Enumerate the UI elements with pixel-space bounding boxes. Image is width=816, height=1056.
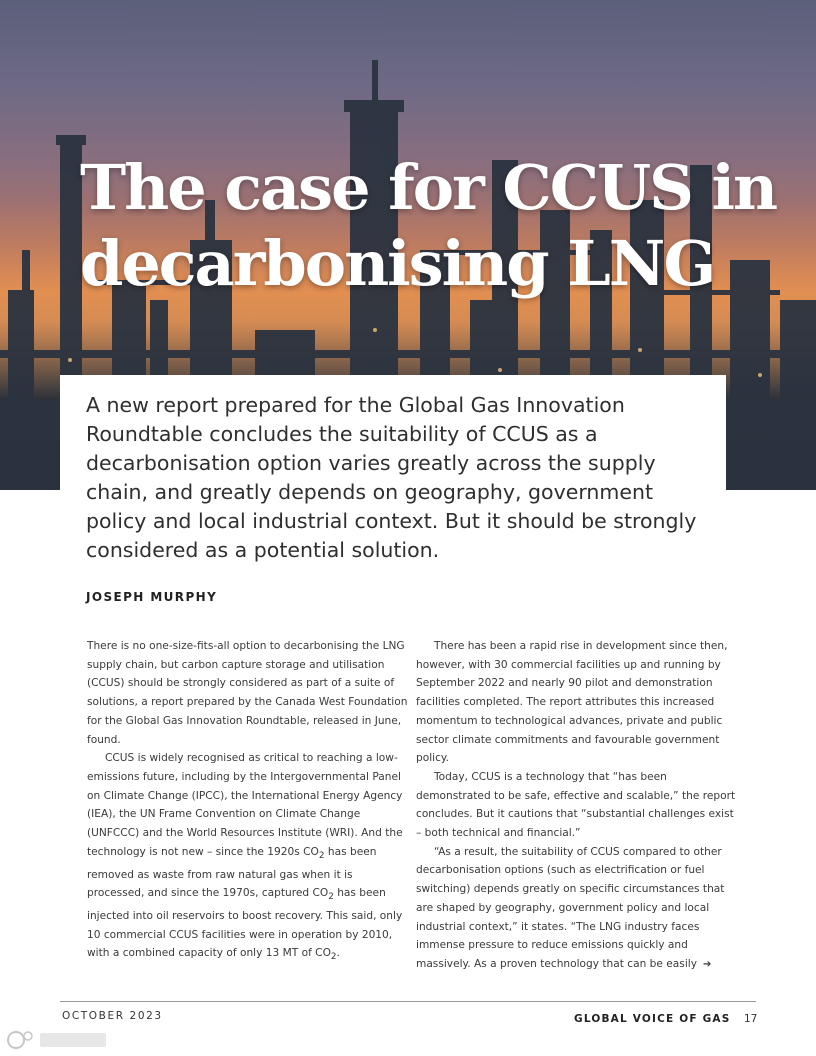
body-column-right	[416, 637, 738, 975]
text-run: “As a result, the suitability of CCUS compared to other decarbonisation options (such as electrification or fuel switching) depends greatly on specific circumstances that are shaped by geography, government policy and local industrial context,” it states. “The LNG industry faces immense pressure to reduce emissions quickly and massively. As a proven technology that can be easily	[416, 845, 725, 970]
body-column-left	[87, 637, 409, 967]
footer-divider	[60, 1001, 756, 1002]
title-line-1: The case for CCUS in	[80, 151, 777, 224]
standfirst: A new report prepared for the Global Gas Innovation Roundtable concludes the suitability of CCUS as a decarbonisation option varies greatly across the supply chain, and greatly depends on geography, government policy and local industrial context. But it should be strongly considered as a potential solution.	[86, 393, 697, 562]
body-paragraph: There is no one-size-fits-all option to decarbonising the LNG supply chain, but carbon capture storage and utilisation (CCUS) should be strongly considered as part of a suite of solutions, a report prepared by the Canada West Foundation for the Global Gas Innovation Roundtable, released in June, found.	[87, 640, 408, 746]
body-paragraph	[87, 749, 409, 967]
continue-arrow-icon: ➔	[702, 958, 712, 970]
body-paragraph	[416, 843, 738, 975]
text-run: .	[336, 947, 340, 960]
title-line-2: decarbonising LNG	[80, 227, 715, 300]
subscript-2: 2	[328, 892, 334, 903]
footer-publication: GLOBAL VOICE OF GAS	[574, 1013, 731, 1025]
text-run: CCUS is widely recognised as critical to reaching a low-emissions future, including by the Intergovernmental Panel on Climate Change (IPCC), the International Energy Agency (IEA), the UN Frame Convention on Climate Change (UNFCCC) and the World Resources Institute (WRI). And the technology is not new – since the 1920s CO	[87, 752, 403, 858]
author-byline: JOSEPH MURPHY	[86, 590, 218, 604]
footer-date: OCTOBER 2023	[62, 1010, 163, 1022]
page-number: 17	[744, 1013, 758, 1025]
text-run: has been injected into oil reservoirs to boost recovery. This said, only 10 commercial CCUS facilities were in operation by 2010, with a combined capacity of only 13 MT of CO	[87, 887, 403, 960]
body-paragraph: There has been a rapid rise in development since then, however, with 30 commercial facilities up and running by September 2022 and nearly 90 pilot and demonstration facilities completed. The report attributes this increased momentum to technological advances, private and public sector climate commitments and favourable government policy.	[416, 640, 728, 765]
watermark-logo-icon	[6, 1028, 110, 1052]
body-paragraph: Today, CCUS is a technology that “has been demonstrated to be safe, effective and scalable,” the report concludes. But it cautions that “substantial challenges exist – both technical and financial.”	[416, 770, 736, 840]
subscript-2: 2	[318, 850, 325, 861]
article-title	[80, 150, 776, 302]
text-run: has been removed as waste from raw natural gas when it is processed, and since the 1970s, captured CO	[87, 845, 377, 900]
subscript-2: 2	[330, 952, 337, 963]
